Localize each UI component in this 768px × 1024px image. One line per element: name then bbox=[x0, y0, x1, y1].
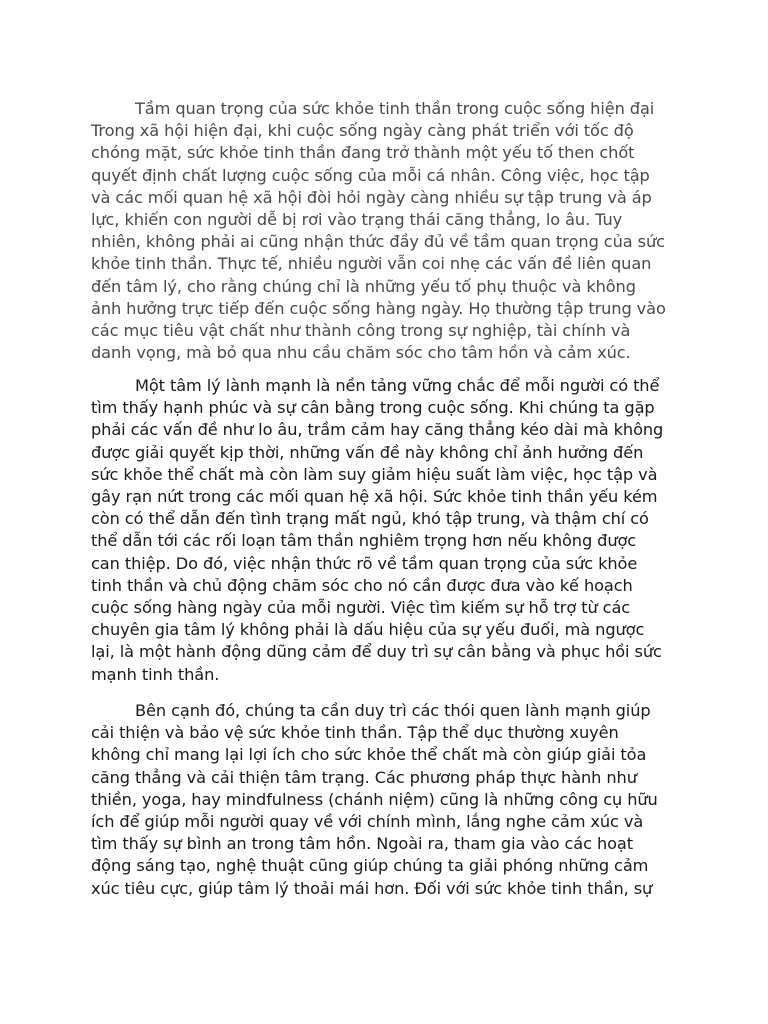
paragraph-line: thể dẫn tới các rối loạn tâm thần nghiêm trọng hơn nếu không được bbox=[91, 531, 637, 551]
paragraph-line: can thiệp. Do đó, việc nhận thức rõ về tầm quan trọng của sức khỏe bbox=[91, 553, 638, 573]
paragraph-line: ích để giúp mỗi người quay về với chính mình, lắng nghe cảm xúc và bbox=[91, 812, 644, 832]
paragraph-line: tinh thần và chủ động chăm sóc cho nó cần được đưa vào kế hoạch bbox=[91, 575, 633, 595]
paragraph-line: khỏe tinh thần. Thực tế, nhiều người vẫn coi nhẹ các vấn đề liên quan bbox=[91, 254, 652, 274]
paragraph-line: còn có thể dẫn đến tình trạng mất ngủ, khó tập trung, và thậm chí có bbox=[91, 509, 649, 529]
paragraph-line: thiền, yoga, hay mindfulness (chánh niệm) cũng là những công cụ hữu bbox=[91, 789, 658, 809]
paragraph-line: lực, khiến con người dễ bị rơi vào trạng thái căng thẳng, lo âu. Tuy bbox=[91, 210, 623, 230]
paragraph-intro bbox=[91, 98, 681, 364]
paragraph-line: tìm thấy hạnh phúc và sự cân bằng trong cuộc sống. Khi chúng ta gặp bbox=[91, 398, 655, 418]
paragraph-line: Trong xã hội hiện đại, khi cuộc sống ngày càng phát triển với tốc độ bbox=[91, 121, 634, 141]
paragraph-line: lại, là một hành động dũng cảm để duy trì sự cân bằng và phục hồi sức bbox=[91, 642, 662, 662]
paragraph-line: Bên cạnh đó, chúng ta cần duy trì các thói quen lành mạnh giúp bbox=[135, 701, 651, 720]
paragraph-line: tìm thấy sự bình an trong tâm hồn. Ngoài ra, tham gia vào các hoạt bbox=[91, 834, 633, 854]
paragraph-line: được giải quyết kịp thời, những vấn đề này không chỉ ảnh hưởng đến bbox=[91, 442, 644, 462]
paragraph-line: đến tâm lý, cho rằng chúng chỉ là những yếu tố phụ thuộc và không bbox=[91, 276, 636, 296]
paragraph-line: quyết định chất lượng cuộc sống của mỗi cá nhân. Công việc, học tập bbox=[91, 165, 650, 185]
paragraph-line: cuộc sống hàng ngày của mỗi người. Việc tìm kiếm sự hỗ trợ từ các bbox=[91, 598, 631, 618]
paragraph-line: động sáng tạo, nghệ thuật cũng giúp chúng ta giải phóng những cảm bbox=[91, 856, 649, 876]
paragraph-line: danh vọng, mà bỏ qua nhu cầu chăm sóc cho tâm hồn và cảm xúc. bbox=[91, 343, 631, 363]
paragraph-line: Một tâm lý lành mạnh là nền tảng vững chắc để mỗi người có thể bbox=[135, 376, 660, 395]
paragraph-line: nhiên, không phải ai cũng nhận thức đầy đủ về tầm quan trọng của sức bbox=[91, 232, 665, 252]
paragraph-line: sức khỏe thể chất mà còn làm suy giảm hiệu suất làm việc, học tập và bbox=[91, 464, 658, 484]
paragraph-line: các mục tiêu vật chất như thành công trong sự nghiệp, tài chính và bbox=[91, 321, 631, 341]
paragraph-line: Tầm quan trọng của sức khỏe tinh thần trong cuộc sống hiện đại bbox=[135, 99, 655, 118]
paragraph-healthy-habits bbox=[91, 700, 681, 900]
paragraph-mental-health bbox=[91, 375, 681, 686]
paragraph-line: không chỉ mang lại lợi ích cho sức khỏe thể chất mà còn giúp giải tỏa bbox=[91, 745, 647, 765]
paragraph-line: căng thẳng và cải thiện tâm trạng. Các phương pháp thực hành như bbox=[91, 767, 637, 787]
paragraph-line: chóng mặt, sức khỏe tinh thần đang trở thành một yếu tố then chốt bbox=[91, 143, 635, 163]
paragraph-line: gây rạn nứt trong các mối quan hệ xã hội. Sức khỏe tinh thần yếu kém bbox=[91, 487, 658, 507]
paragraph-line: phải các vấn đề như lo âu, trầm cảm hay căng thẳng kéo dài mà không bbox=[91, 420, 664, 440]
paragraph-line: xúc tiêu cực, giúp tâm lý thoải mái hơn. Đối với sức khỏe tinh thần, sự bbox=[91, 878, 653, 898]
paragraph-line: mạnh tinh thần. bbox=[91, 664, 220, 684]
paragraph-line: chuyên gia tâm lý không phải là dấu hiệu của sự yếu đuối, mà ngược bbox=[91, 620, 645, 640]
paragraph-line: và các mối quan hệ xã hội đòi hỏi ngày càng nhiều sự tập trung và áp bbox=[91, 187, 652, 207]
paragraph-line: ảnh hưởng trực tiếp đến cuộc sống hàng ngày. Họ thường tập trung vào bbox=[91, 298, 666, 318]
paragraph-line: cải thiện và bảo vệ sức khỏe tinh thần. Tập thể dục thường xuyên bbox=[91, 723, 619, 743]
